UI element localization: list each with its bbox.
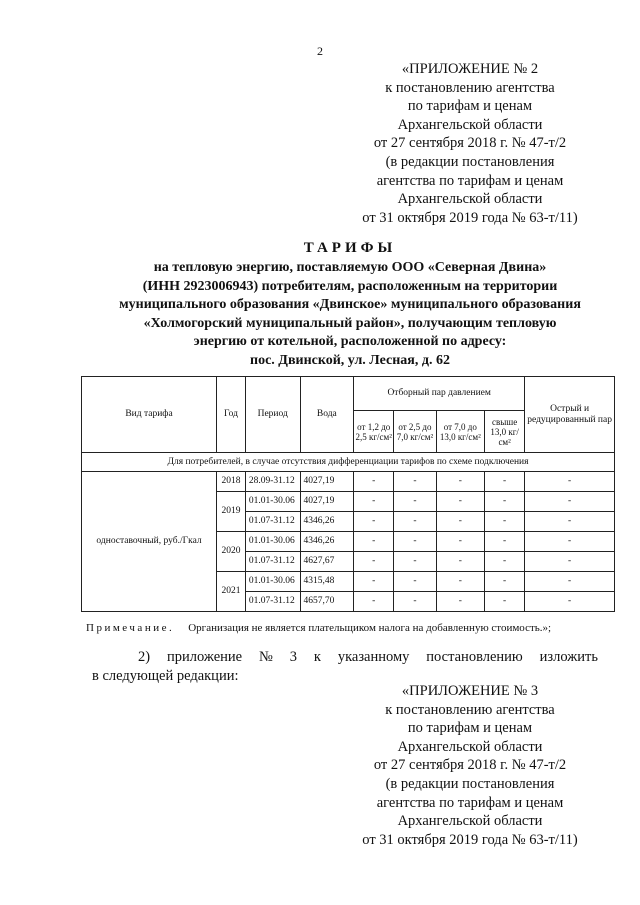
annex-line: агентства по тарифам и ценам	[376, 794, 564, 811]
note	[86, 622, 551, 634]
tariffs-title	[70, 240, 630, 370]
water-tariff-cell: 4346,26	[300, 512, 354, 532]
empty-tariff-cell: -	[354, 532, 394, 552]
annex-line: Архангельской области	[397, 191, 543, 208]
title-line: на тепловую энергию, поставляемую ООО «Северная Двина»	[153, 260, 547, 275]
tariffs-table	[81, 376, 615, 612]
annex-line: «ПРИЛОЖЕНИЕ № 3	[401, 683, 539, 699]
paragraph-word: постановлению	[426, 649, 523, 665]
water-tariff-cell: 4027,19	[300, 492, 354, 512]
empty-tariff-cell: -	[394, 592, 436, 612]
paragraph-word: указанному	[337, 649, 410, 665]
header-pressure-2: от 2,5 до 7,0 кг/см²	[394, 411, 436, 453]
water-tariff-cell: 4346,26	[300, 532, 354, 552]
empty-tariff-cell: -	[525, 492, 615, 512]
water-tariff-cell: 4027,19	[300, 472, 354, 492]
annex-line: «ПРИЛОЖЕНИЕ № 2	[401, 61, 539, 77]
period-cell: 01.07-31.12	[245, 552, 300, 572]
water-tariff-cell: 4657,70	[300, 592, 354, 612]
period-cell: 01.01-30.06	[245, 572, 300, 592]
empty-tariff-cell: -	[485, 552, 525, 572]
annex-line: по тарифам и ценам	[407, 98, 533, 115]
header-steam: Отборный пар давлением	[354, 377, 525, 411]
paragraph-word: 2)	[138, 649, 151, 665]
year-cell: 2019	[217, 492, 246, 532]
title-line: «Холмогорский муниципальный район», получающим тепловую	[143, 315, 557, 331]
annex-header-top	[340, 60, 600, 227]
empty-tariff-cell: -	[436, 572, 484, 592]
year-cell: 2018	[217, 472, 246, 492]
empty-tariff-cell: -	[394, 472, 436, 492]
annex-line: к постановлению агентства	[385, 701, 555, 718]
title-main: ТАРИФЫ	[303, 240, 397, 256]
empty-tariff-cell: -	[354, 492, 394, 512]
empty-tariff-cell: -	[525, 532, 615, 552]
note-text: Организация не является плательщиком налога на добавленную стоимость.»;	[188, 622, 552, 634]
empty-tariff-cell: -	[485, 592, 525, 612]
empty-tariff-cell: -	[436, 492, 484, 512]
annex-line: от 27 сентября 2018 г. № 47-т/2	[373, 135, 567, 152]
header-water: Вода	[300, 377, 354, 453]
page-number: 2	[317, 44, 323, 58]
annex-line: от 27 сентября 2018 г. № 47-т/2	[373, 757, 567, 774]
period-cell: 01.01-30.06	[245, 532, 300, 552]
empty-tariff-cell: -	[436, 552, 484, 572]
year-cell: 2020	[217, 532, 246, 572]
title-line: пос. Двинской, ул. Лесная, д. 62	[250, 352, 450, 368]
period-cell: 01.07-31.12	[245, 512, 300, 532]
empty-tariff-cell: -	[354, 512, 394, 532]
paragraph-word: изложить	[539, 649, 598, 665]
annex-line: агентства по тарифам и ценам	[376, 172, 564, 189]
annex-line: от 31 октября 2019 года № 63-т/11)	[362, 831, 578, 848]
empty-tariff-cell: -	[354, 552, 394, 572]
title-line: (ИНН 2923006943) потребителям, расположенным на территории	[142, 278, 558, 294]
empty-tariff-cell: -	[394, 512, 436, 532]
paragraph-line-2: в следующей редакции:	[92, 668, 239, 684]
empty-tariff-cell: -	[354, 572, 394, 592]
empty-tariff-cell: -	[525, 592, 615, 612]
annex-line: от 31 октября 2019 года № 63-т/11)	[362, 209, 578, 226]
empty-tariff-cell: -	[485, 492, 525, 512]
title-lines	[70, 259, 630, 370]
empty-tariff-cell: -	[394, 492, 436, 512]
annex-line: к постановлению агентства	[385, 79, 555, 96]
header-tariff-type: Вид тарифа	[82, 377, 217, 453]
section-row: Для потребителей, в случае отсутствия дифференциации тарифов по схеме подключения	[82, 453, 615, 472]
empty-tariff-cell: -	[394, 552, 436, 572]
header-pressure-1: от 1,2 до 2,5 кг/см²	[354, 411, 394, 453]
annex-line: (в редакции постановления	[385, 153, 555, 170]
period-cell: 01.07-31.12	[245, 592, 300, 612]
paragraph-word: №	[259, 649, 273, 665]
paragraph-word: 3	[289, 649, 297, 665]
header-sharp-steam: Острый и редуцированный пар	[525, 377, 615, 453]
header-pressure-4: свыше 13,0 кг/см²	[485, 411, 525, 453]
title-line: муниципального образования «Двинское» муниципального образования	[119, 297, 581, 312]
paragraph-word: приложение	[166, 649, 243, 665]
empty-tariff-cell: -	[394, 572, 436, 592]
empty-tariff-cell: -	[485, 572, 525, 592]
paragraph-word: к	[313, 649, 321, 665]
water-tariff-cell: 4627,67	[300, 552, 354, 572]
amendment-paragraph	[92, 648, 598, 686]
note-label: Примечание.	[86, 622, 175, 634]
annex-line: (в редакции постановления	[385, 775, 555, 792]
table-row	[82, 472, 615, 492]
annex-line: по тарифам и ценам	[407, 720, 533, 737]
empty-tariff-cell: -	[525, 552, 615, 572]
year-cell: 2021	[217, 572, 246, 612]
annex-line: Архангельской области	[397, 738, 543, 755]
empty-tariff-cell: -	[436, 472, 484, 492]
period-cell: 01.01-30.06	[245, 492, 300, 512]
empty-tariff-cell: -	[525, 572, 615, 592]
empty-tariff-cell: -	[394, 532, 436, 552]
tariff-name-cell: одноставочный, руб./Гкал	[82, 472, 217, 612]
empty-tariff-cell: -	[485, 532, 525, 552]
annex-line: Архангельской области	[397, 813, 543, 830]
paragraph-line-1	[92, 648, 598, 667]
empty-tariff-cell: -	[354, 592, 394, 612]
empty-tariff-cell: -	[525, 472, 615, 492]
empty-tariff-cell: -	[485, 472, 525, 492]
header-period: Период	[245, 377, 300, 453]
empty-tariff-cell: -	[525, 512, 615, 532]
empty-tariff-cell: -	[354, 472, 394, 492]
annex-line: Архангельской области	[397, 116, 543, 133]
water-tariff-cell: 4315,48	[300, 572, 354, 592]
title-line: энергию от котельной, расположенной по адресу:	[193, 334, 507, 349]
empty-tariff-cell: -	[436, 592, 484, 612]
annex-header-bottom	[340, 682, 600, 849]
period-cell: 28.09-31.12	[245, 472, 300, 492]
empty-tariff-cell: -	[436, 512, 484, 532]
header-pressure-3: от 7,0 до 13,0 кг/см²	[436, 411, 484, 453]
empty-tariff-cell: -	[485, 512, 525, 532]
empty-tariff-cell: -	[436, 532, 484, 552]
header-year: Год	[217, 377, 246, 453]
